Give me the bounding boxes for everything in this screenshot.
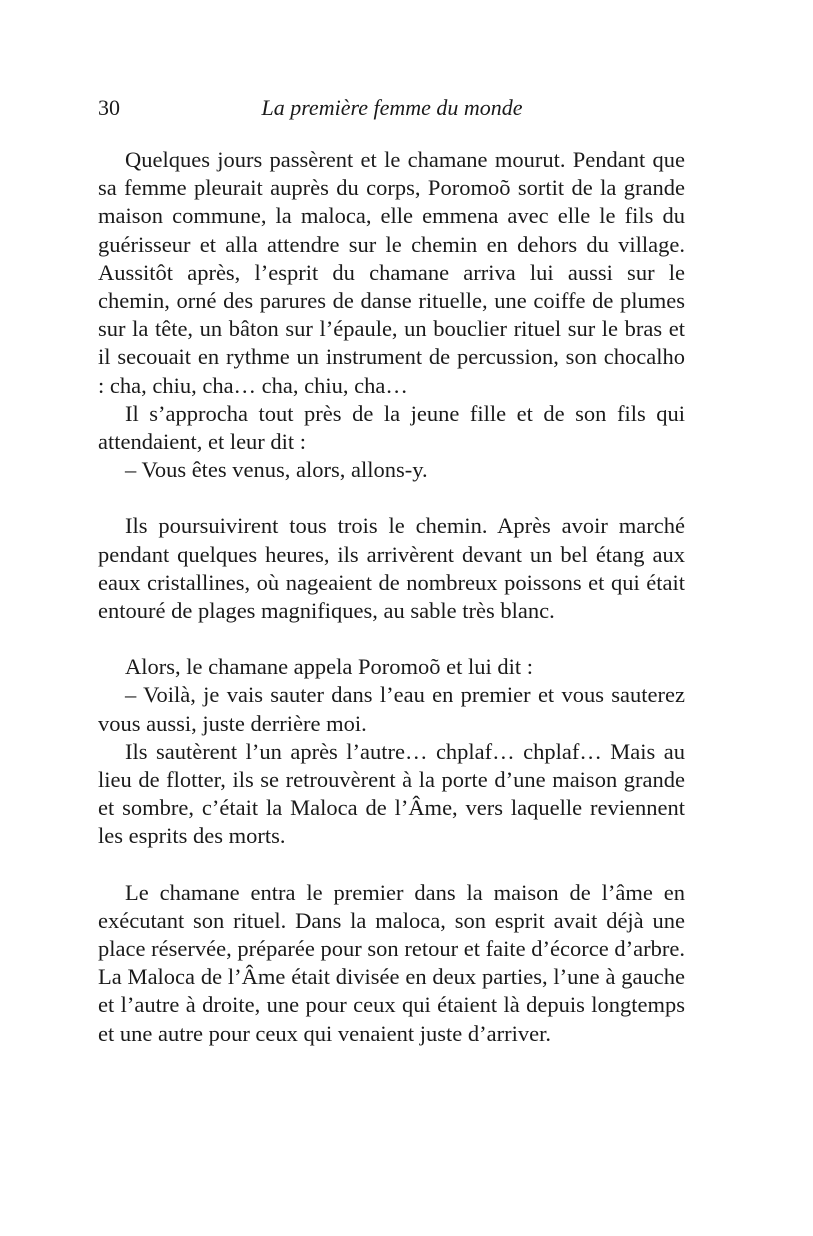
paragraph: Quelques jours passèrent et le chamane mourut. Pendant que sa femme pleurait auprès du corps, Poromoõ sortit de la grande maison commune, la maloca, elle emmena avec elle le fils du guérisseur et alla attendre sur le chemin en dehors du village. Aussitôt après, l’esprit du chamane arriva lui aussi sur le chemin, orné des parures de danse rituelle, une coiffe de plumes sur la tête, un bâton sur l’épaule, un bouclier rituel sur le bras et il secouait en rythme un instrument de percussion, son chocalho : cha, chiu, cha… cha, chiu, cha… bbox=[98, 147, 685, 398]
page-header bbox=[98, 92, 686, 124]
paragraph: Alors, le chamane appela Poromoõ et lui dit : bbox=[125, 654, 534, 680]
body-text bbox=[98, 146, 685, 1048]
paragraph: Ils poursuivirent tous trois le chemin. Après avoir marché pendant quelques heures, ils arrivèrent devant un bel étang aux eaux cristallines, où nageaient de nombreux poissons et qui était entouré de plages magnifiques, au sable très blanc. bbox=[98, 513, 685, 624]
paragraph: Le chamane entra le premier dans la maison de l’âme en exécutant son rituel. Dans la maloca, son esprit avait déjà une place réservée, préparée pour son retour et faite d’écorce d’arbre. La Maloca de l’Âme était divisée en deux parties, l’une à gauche et l’autre à droite, une pour ceux qui étaient là depuis longtemps et une autre pour ceux qui venaient juste d’arriver. bbox=[98, 879, 685, 1046]
page-number: 30 bbox=[98, 95, 120, 120]
paragraph: Il s’approcha tout près de la jeune fille et de son fils qui attendaient, et leur dit : bbox=[98, 400, 685, 455]
dialogue-line: – Voilà, je vais sauter dans l’eau en premier et vous sauterez vous aussi, juste derrière moi. bbox=[98, 682, 685, 736]
dialogue-line: – Vous êtes venus, alors, allons-y. bbox=[125, 457, 428, 483]
running-title: La première femme du monde bbox=[261, 95, 523, 120]
paragraph: Ils sautèrent l’un après l’autre… chplaf… chplaf… Mais au lieu de flotter, ils se retrouvèrent à la porte d’une maison grande et sombre, c’était la Maloca de l’Âme, vers laquelle reviennent les esprits des morts. bbox=[98, 738, 685, 849]
